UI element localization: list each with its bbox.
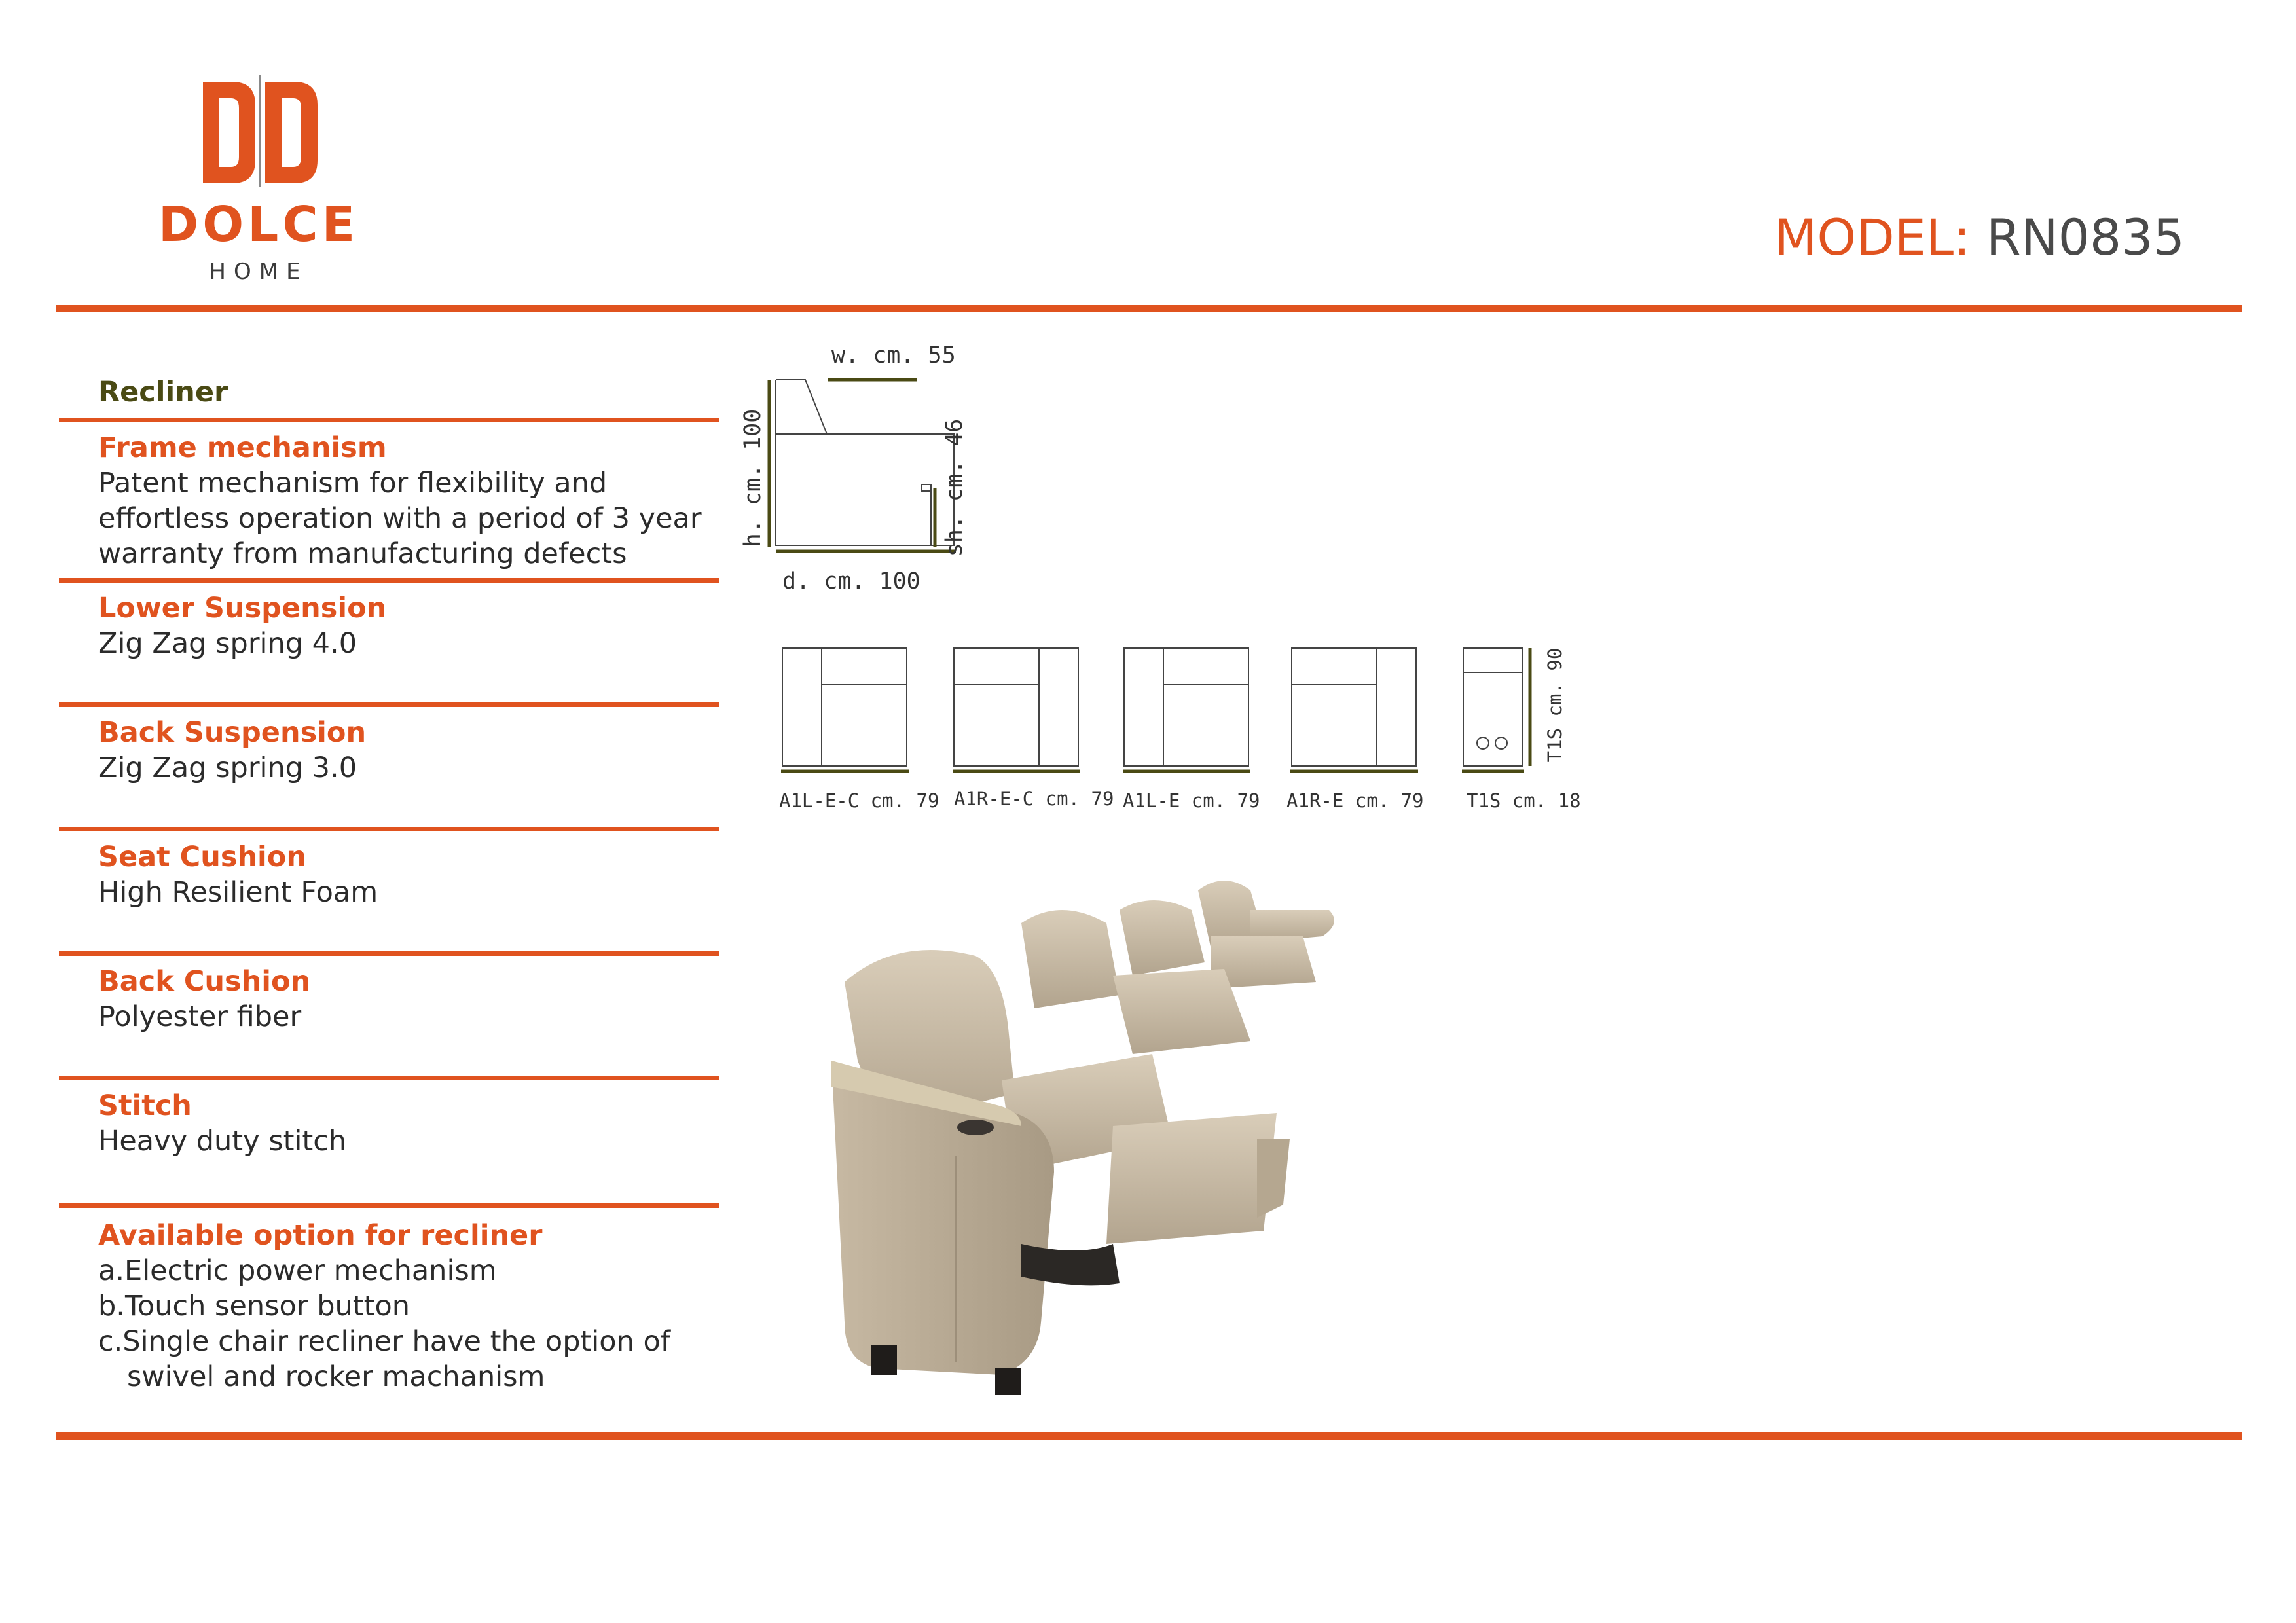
- height-dimension-label: h. cm. 100: [740, 409, 766, 547]
- spec-divider: [59, 1203, 719, 1208]
- spec-title: Back Cushion: [98, 965, 311, 998]
- spec-back-suspension: [98, 715, 720, 786]
- spec-title: Seat Cushion: [98, 841, 306, 873]
- spec-text: effortless operation with a period of 3 year: [98, 502, 702, 535]
- spec-title: Frame mechanism: [98, 431, 387, 464]
- spec-title: Lower Suspension: [98, 592, 387, 625]
- spec-frame: [98, 430, 720, 572]
- module-label-a1l-e: A1L-E cm. 79: [1123, 790, 1260, 812]
- spec-title: Available option for recliner: [98, 1219, 543, 1252]
- depth-dimension-label: d. cm. 100: [782, 568, 920, 594]
- spec-text: Patent mechanism for flexibility and: [98, 467, 608, 500]
- option-item: swivel and rocker machanism: [127, 1360, 545, 1393]
- seat-height-dimension-label: sh. cm. 46: [941, 418, 968, 557]
- recliner-sofa-image: [805, 864, 1499, 1395]
- module-label-a1r-e: A1R-E cm. 79: [1286, 790, 1424, 812]
- spec-back-cushion: [98, 964, 720, 1034]
- spec-divider: [59, 578, 719, 583]
- spec-title: Back Suspension: [98, 716, 367, 749]
- dolce-monogram-icon: [200, 75, 321, 187]
- option-item: c.Single chair recliner have the option of: [98, 1325, 670, 1358]
- brand-name: DOLCE: [158, 196, 359, 253]
- spec-text: warranty from manufacturing defects: [98, 538, 627, 570]
- footer-divider: [56, 1432, 2242, 1440]
- spec-category: [98, 374, 720, 410]
- model-code: RN0835: [1986, 208, 2185, 266]
- option-item: b.Touch sensor button: [98, 1290, 410, 1322]
- spec-seat-cushion: [98, 839, 720, 910]
- model-heading: [1774, 208, 2185, 266]
- spec-divider: [59, 702, 719, 707]
- brand-subtitle: HOME: [209, 259, 308, 285]
- spec-divider: [59, 418, 719, 422]
- spec-text: Zig Zag spring 3.0: [98, 752, 357, 784]
- option-item: a.Electric power mechanism: [98, 1254, 497, 1287]
- spec-text: Polyester fiber: [98, 1000, 302, 1033]
- spec-divider: [59, 827, 719, 831]
- module-plans-drawing: [776, 645, 1575, 782]
- module-label-t1s: T1S cm. 18: [1467, 790, 1581, 812]
- model-label: MODEL:: [1774, 208, 1971, 266]
- spec-text: Zig Zag spring 4.0: [98, 627, 357, 660]
- spec-options: [98, 1218, 720, 1395]
- spec-text: High Resilient Foam: [98, 876, 378, 909]
- spec-text: Heavy duty stitch: [98, 1125, 347, 1158]
- width-dimension-label: w. cm. 55: [831, 342, 956, 369]
- spec-lower-suspension: [98, 591, 720, 661]
- category-label: Recliner: [98, 376, 228, 409]
- spec-stitch: [98, 1088, 720, 1159]
- t1s-height-label: T1S cm. 90: [1544, 647, 1566, 763]
- spec-divider: [59, 951, 719, 956]
- module-label-a1l-e-c: A1L-E-C cm. 79: [779, 790, 939, 812]
- module-label-a1r-e-c: A1R-E-C cm. 79: [954, 788, 1114, 810]
- header-divider: [56, 305, 2242, 312]
- spec-title: Stitch: [98, 1089, 192, 1122]
- spec-divider: [59, 1076, 719, 1080]
